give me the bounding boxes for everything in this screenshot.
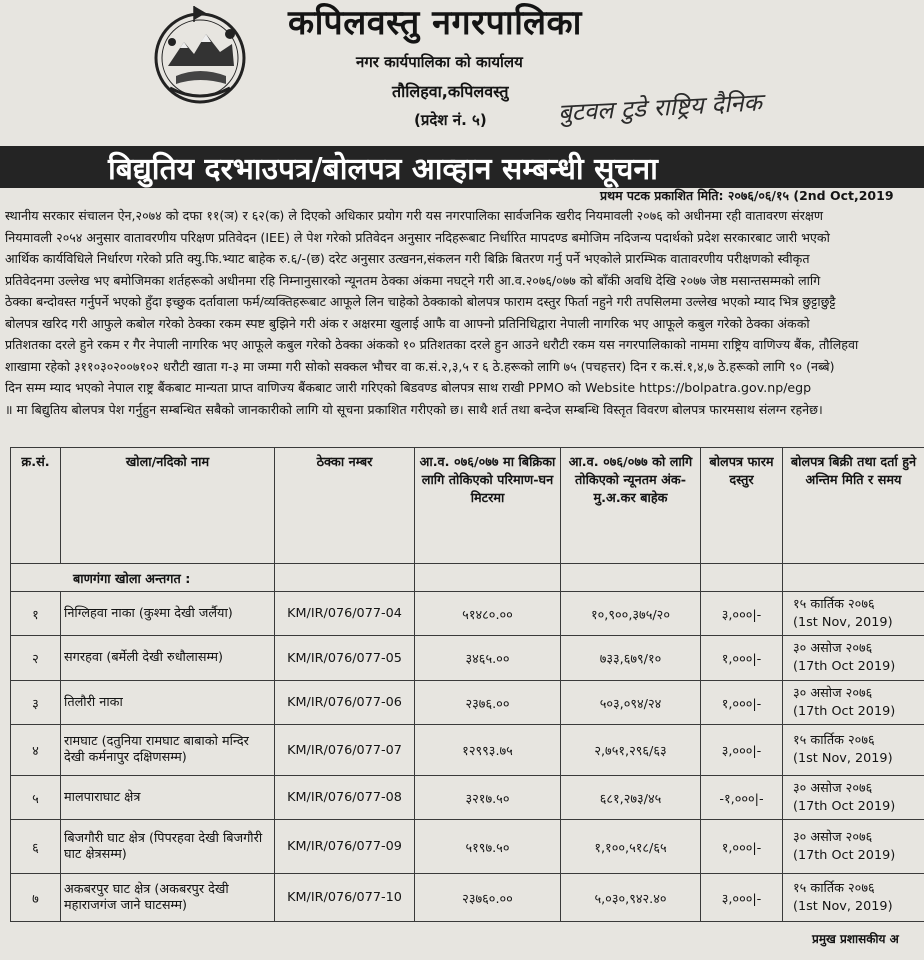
body-line: बोलपत्र खरिद गरी आफुले कबोल गरेको ठेक्का रकम स्पष्ट बुझिने गरी अंक र अक्षरमा खुलाई आफै वा आफ्नो प्रतिनिधिद्वारा नेपाली नागरिक भए आफूले कबुल गरेको ठेक्का अंकको	[5, 315, 810, 331]
row-form-fee: १,०००|-	[701, 636, 783, 681]
empty-cell	[701, 564, 783, 592]
empty-cell	[783, 564, 924, 592]
row-quantity: ३४६५.००	[415, 636, 561, 681]
table-row	[11, 874, 924, 922]
row-contract-number: KM/IR/076/077-05	[275, 636, 415, 681]
header-contract-number: ठेक्का नम्बर	[275, 448, 415, 564]
deadline-nepali: १५ कार्तिक २०७६	[793, 733, 875, 748]
header-sn: क्र.सं.	[11, 448, 61, 564]
deadline-english: (17th Oct 2019)	[793, 847, 896, 863]
deadline-nepali: ३० असोज २०७६	[793, 641, 873, 656]
table-row	[11, 820, 924, 874]
row-minimum-amount: ६८१,२७३/४५	[561, 776, 701, 820]
row-form-fee: ३,०००|-	[701, 725, 783, 776]
deadline-nepali: १५ कार्तिक २०७६	[793, 880, 875, 896]
row-sn: ४	[11, 725, 61, 776]
row-minimum-amount: ७३३,६७९/१०	[561, 636, 701, 681]
row-form-fee: ३,०००|-	[701, 592, 783, 636]
table-row	[11, 681, 924, 725]
row-sn: ६	[11, 820, 61, 874]
deadline-nepali: ३० असोज २०७६	[793, 685, 873, 701]
deadline-nepali: ३० असोज २०७६	[793, 780, 873, 796]
row-form-fee: -१,०००|-	[701, 776, 783, 820]
body-line: स्थानीय सरकार संचालन ऐन,२०७४ को दफा ११(ञ) र ६२(क) ले दिएको अधिकार प्रयोग गरी यस नगरपालिका सार्वजनिक खरीद नियमावली २०७६ को अधीनमा रही वातावरण संरक्षण	[5, 208, 824, 223]
deadline-english: (17th Oct 2019)	[793, 798, 896, 814]
publication-date: प्रथम पटक प्रकाशित मिति: २०७६/०६/१५ (2nd Oct,2019	[600, 188, 894, 203]
row-contract-number: KM/IR/076/077-06	[275, 681, 415, 725]
row-quantity: १२९९३.७५	[415, 725, 561, 776]
row-quantity: २३७६.००	[415, 681, 561, 725]
row-contract-number: KM/IR/076/077-10	[275, 874, 415, 922]
deadline-nepali: ३० असोज २०७६	[793, 829, 873, 845]
row-quantity: ३२१७.५०	[415, 776, 561, 820]
row-contract-number: KM/IR/076/077-07	[275, 725, 415, 776]
row-minimum-amount: ५,०३०,९४२.४०	[561, 874, 701, 922]
row-river-name: निग्लिहवा नाका (कुश्मा देखी जर्लैया)	[61, 592, 275, 636]
row-sn: १	[11, 592, 61, 636]
row-sn: २	[11, 636, 61, 681]
body-line: आर्थिक कार्यविधिले निर्धारण गरेको प्रति क्यु.फि.भ्याट बाहेक रु.६/-(छ) दरेट अनुसार उत्खनन,संकलन गरी बिक्रि बितरण गर्नु पर्ने भएकोले प्रारम्भिक वातावरणीय परीक्षणको स्वीकृत	[5, 251, 810, 266]
row-deadline	[783, 874, 924, 922]
deadline-english: (1st Nov, 2019)	[793, 751, 893, 766]
row-deadline	[783, 820, 924, 874]
header-quantity: आ.व. ०७६/०७७ मा बिक्रिका लागि तोकिएको परिमाण-घन मिटरमा	[415, 448, 561, 564]
row-deadline	[783, 776, 924, 820]
row-form-fee: ३,०००|-	[701, 874, 783, 922]
body-line: ठेक्का बन्दोवस्त गर्नुपर्ने भएकाे हुँदा इच्छुक दर्तावाला फर्म/व्यक्तिहरूबाट आफूले लिन चाहेको ठेक्काको बोलपत्र फाराम दस्तुर फिर्ता नहुने गरी तपसिलमा उल्लेख भएको म्याद भित्र छुट्टाछुट्टै	[5, 294, 836, 309]
row-river-name: बिजगौरी घाट क्षेत्र (पिपरहवा देखी बिजगौरी घाट क्षेत्रसम्म)	[61, 820, 275, 874]
table-row	[11, 636, 924, 681]
table-row	[11, 592, 924, 636]
row-contract-number: KM/IR/076/077-08	[275, 776, 415, 820]
row-minimum-amount: १०,९००,३७५/२०	[561, 592, 701, 636]
header-river-name: खोला/नदिको नाम	[61, 448, 275, 564]
empty-cell	[561, 564, 701, 592]
row-sn: ३	[11, 681, 61, 725]
row-deadline	[783, 725, 924, 776]
row-form-fee: १,०००|-	[701, 681, 783, 725]
row-minimum-amount: १,१००,५१८/६५	[561, 820, 701, 874]
row-contract-number: KM/IR/076/077-04	[275, 592, 415, 636]
office-location: तौलिहवा,कपिलवस्तु	[392, 82, 509, 101]
row-contract-number: KM/IR/076/077-09	[275, 820, 415, 874]
table-header-row	[11, 448, 924, 564]
province-label: (प्रदेश नं. ५)	[414, 111, 487, 129]
deadline-english: (17th Oct 2019)	[793, 659, 896, 674]
row-river-name: सगरहवा (बर्मेली देखी रुधौलासम्म)	[61, 636, 275, 681]
table-row	[11, 776, 924, 820]
handwritten-newspaper-note: बुटवल टुडे राष्ट्रिय दैनिक	[557, 88, 763, 127]
deadline-english: (1st Nov, 2019)	[793, 614, 893, 630]
row-deadline	[783, 636, 924, 681]
office-name: नगर कार्यपालिका को कार्यालय	[356, 53, 523, 71]
row-quantity: २३७६०.००	[415, 874, 561, 922]
deadline-nepali: १५ कार्तिक २०७६	[793, 596, 875, 612]
deadline-english: (17th Oct 2019)	[793, 703, 896, 719]
row-minimum-amount: ५०३,०९४/२४	[561, 681, 701, 725]
row-minimum-amount: २,७५१,२९६/६३	[561, 725, 701, 776]
row-deadline	[783, 681, 924, 725]
notice-title: बिद्युतिय दरभाउपत्र/बोलपत्र आव्हान सम्बन्धी सूचना	[108, 152, 658, 187]
row-river-name: तिलौरी नाका	[61, 681, 275, 725]
row-quantity: ५१४८०.००	[415, 592, 561, 636]
notice-banner	[0, 146, 924, 188]
header-form-fee: बोलपत्र फारम दस्तुर	[701, 448, 783, 564]
municipality-title: कपिलवस्तु नगरपालिका	[288, 3, 582, 43]
nepal-emblem-icon	[150, 4, 250, 108]
body-line: दिन सम्म म्याद भएको नेपाल राष्ट्र बैंकबाट मान्यता प्राप्त वाणिज्य बैंकबाट जारी गरिएको बिडवण्ड बोलपत्र साथ राखी PPMO को Website https://bolpatra.gov.np/egp	[5, 380, 812, 395]
row-form-fee: १,०००|-	[701, 820, 783, 874]
row-river-name: मालपाराघाट क्षेत्र	[61, 776, 275, 820]
empty-cell	[275, 564, 415, 592]
body-line: नियमावली २०५४ अनुसार वातावरणीय परिक्षण प्रतिवेदन (IEE) ले पेश गरेको प्रतिवेदन अनुसार नदिहरूबाट निर्धारित मापदण्ड बमोजिम नदिजन्य पदार्थको प्रदेश सरकारबाट जारी भएको	[5, 229, 830, 245]
empty-cell	[415, 564, 561, 592]
deadline-english: (1st Nov, 2019)	[793, 898, 893, 914]
notice-body	[5, 205, 924, 420]
table-group-row	[11, 564, 924, 592]
body-line: प्रतिवेदनमा उल्लेख भए बमोजिमका शर्तहरूको अधीनमा रहि निम्नानुसारको न्यूनतम ठेक्का अंकमा नघट्ने गरी आ.व.२०७६/०७७ को बाँकी अवधि देखि २०७७ जेष्ठ मसान्तसम्मको लागि	[5, 272, 821, 288]
row-sn: ७	[11, 874, 61, 922]
row-quantity: ५१९७.५०	[415, 820, 561, 874]
row-sn: ५	[11, 776, 61, 820]
header-deadline: बोलपत्र बिक्री तथा दर्ता हुने अन्तिम मिति र समय	[783, 448, 924, 564]
body-line: शाखामा रहेको ३११०३०२००७१०२ धरौटी खाता ग-३ मा जम्मा गरी सोको सक्कल भौचर वा क.सं.२,३,५ र ६ ठे.हरूको लागि ७५ (पचहत्तर) दिन र क.सं.१,४,७ ठे.हरूको लागि ९० (नब्बे)	[5, 358, 835, 374]
table-row	[11, 725, 924, 776]
row-river-name: रामघाट (दतुनिया रामघाट बाबाको मन्दिर देखी कर्मनापुर दक्षिणसम्म)	[61, 725, 275, 776]
body-line: प्रतिशतका दरले हुने रकम र गैर नेपाली नागरिक भए आफूले कबुल गरेको ठेक्का अंकको १० प्रतिशतका दरले हुन आउने धरौटी रकम यस नगरपालिकाको नाममा राष्ट्रिय वाणिज्य बैंक, तौलिहवा	[5, 337, 859, 352]
group-label: बाणगंगा खोला अन्तगत :	[11, 564, 275, 592]
row-deadline	[783, 592, 924, 636]
tender-table	[10, 447, 924, 922]
body-line: ॥ मा बिद्युतिय बोलपत्र पेश गर्नुहुन सम्बन्धित सबैको जानकारीको लागि यो सूचना प्रकाशित गरीएको छ। साथै शर्त तथा बन्देज सम्बन्धि विस्तृत विवरण बोलपत्र फारमसाथ संलग्न रहनेछ।	[5, 401, 823, 417]
signatory-label: प्रमुख प्रशासकीय अ	[812, 932, 899, 946]
header-minimum-amount: आ.व. ०७६/०७७ को लागि तोकिएको न्यूनतम अंक-मु.अ.कर बाहेक	[561, 448, 701, 564]
row-river-name: अकबरपुर घाट क्षेत्र (अकबरपुर देखी महाराजगंज जाने घाटसम्म)	[61, 874, 275, 922]
